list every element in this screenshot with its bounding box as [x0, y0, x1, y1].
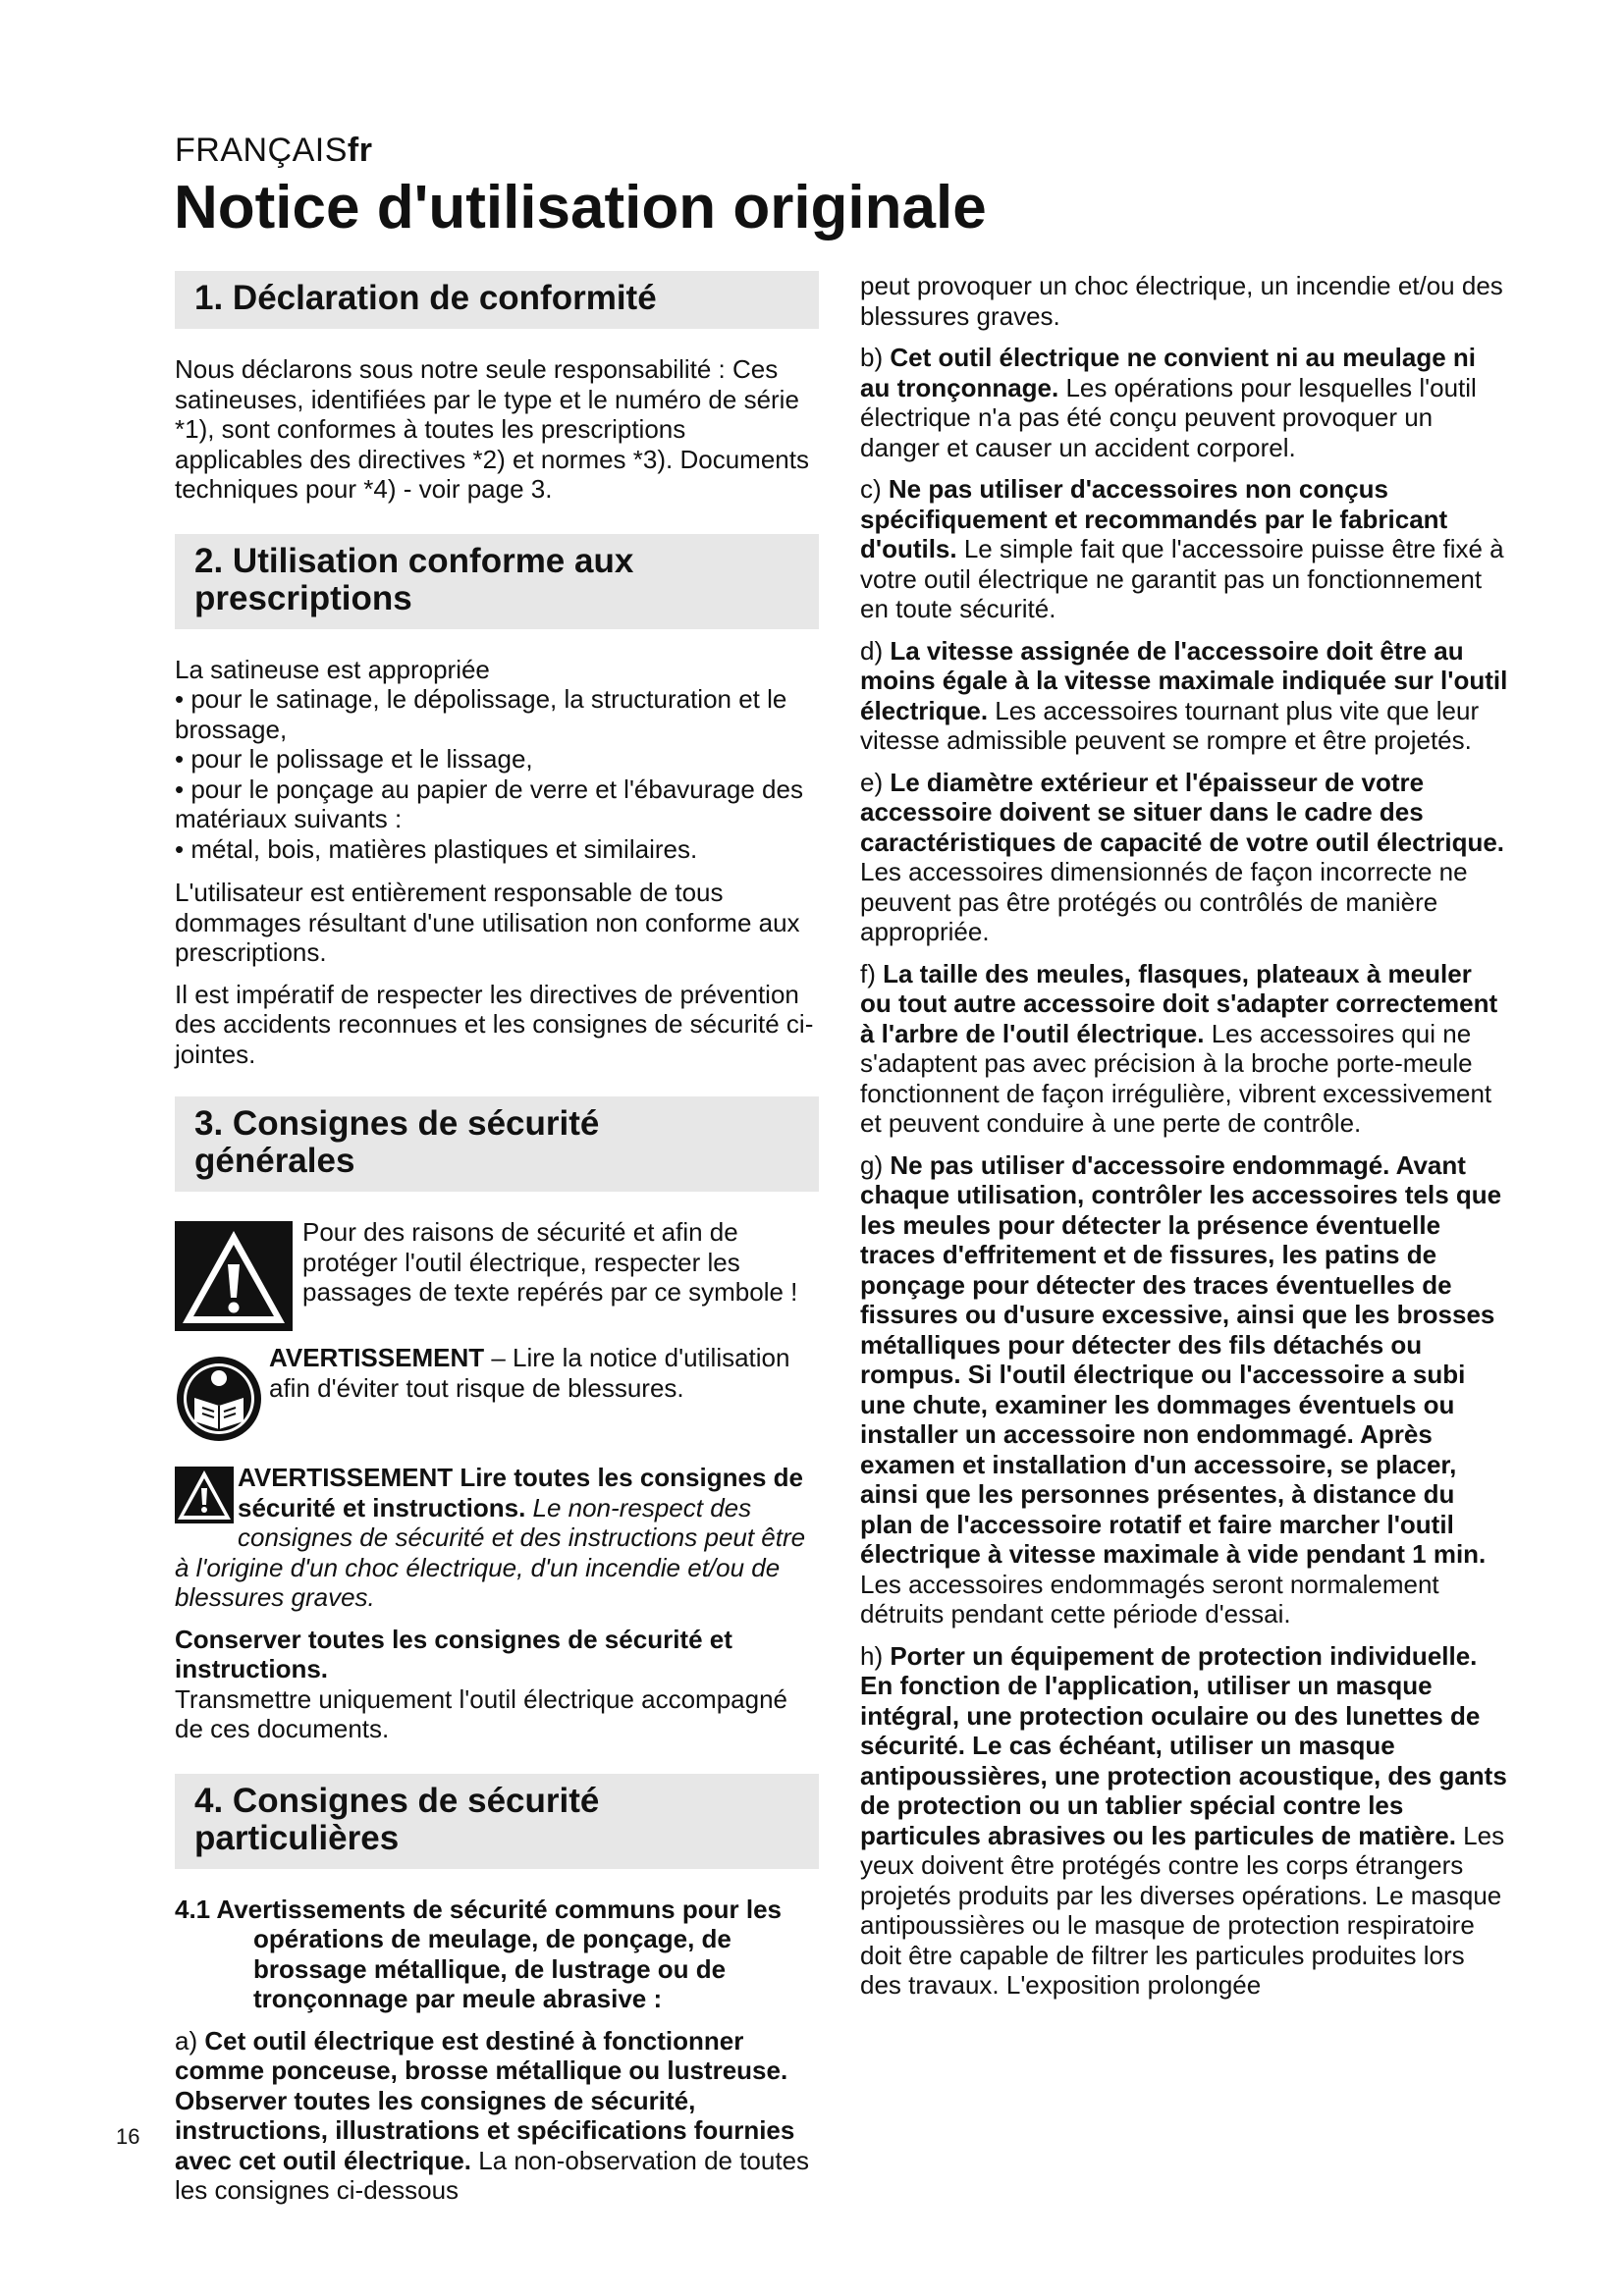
warning-triangle-icon — [175, 1221, 293, 1331]
item-a: a) Cet outil électrique est destiné à fonctionner comme ponceuse, brosse métallique ou lustreuse. Observer toutes les consignes de sécurité, instructions, illustrations et spécifications fournies avec cet outil électrique. La non-observation de toutes les consignes ci-dessous — [175, 2025, 810, 2205]
section-4-heading — [175, 1774, 819, 1869]
read-manual-text: AVERTISSEMENT – Lire la notice d'utilisation afin d'éviter tout risque de blessures. — [269, 1343, 790, 1403]
usage-list — [175, 655, 819, 865]
warning-symbol-text: Pour des raisons de sécurité et afin de protéger l'outil électrique, respecter les passages de texte repérés par ce symbole ! — [302, 1217, 798, 1307]
right-column — [860, 271, 1508, 2012]
usage-bullet-3: • pour le ponçage au papier de verre et l'ébavurage des matériaux suivants : — [175, 774, 803, 833]
item-d: d) La vitesse assignée de l'accessoire doit être au moins égale à la vitesse maximale indiquée sur l'outil électrique. Les accessoires tournant plus vite que leur vitesse admissible peuvent se rompre et être projetés. — [860, 635, 1508, 755]
responsibility-text: L'utilisateur est entièrement responsable de tous dommages résultant d'une utilisation non conforme aux prescriptions. — [175, 878, 800, 967]
read-manual-note — [175, 1343, 819, 1443]
item-e: e) Le diamètre extérieur et l'épaisseur de votre accessoire doivent se situer dans le cadre des caractéristiques de capacité de votre outil électrique. Les accessoires dimensionnés de façon incorrecte ne peuvent pas être protégés ou contrôlés de manière appropriée. — [860, 767, 1505, 946]
language-code: fr — [347, 132, 373, 169]
prevention-text: Il est impératif de respecter les directives de prévention des accidents reconnues et les consignes de sécurité ci-jointes. — [175, 979, 814, 1069]
section-4-title: 4. Consignes de sécurité particulières — [194, 1781, 600, 1857]
section-3-title: 3. Consignes de sécurité générales — [194, 1104, 600, 1180]
page-number: 16 — [116, 2124, 140, 2149]
usage-bullet-2: • pour le polissage et le lissage, — [175, 744, 533, 774]
item-a-continued: peut provoquer un choc électrique, un incendie et/ou des blessures graves. — [860, 271, 1503, 331]
item-c: c) Ne pas utiliser d'accessoires non conçus spécifiquement et recommandés par le fabricant d'outils. Le simple fait que l'accessoire puisse être fixé à votre outil électrique ne garantit pas un fonctionnement en toute sécurité. — [860, 474, 1504, 623]
general-warning: AVERTISSEMENT Lire toutes les consignes de sécurité et instructions. Le non-respect des consignes de sécurité et des instructions peut être à l'origine d'un choc électrique, d'un incendie et/ou de blessures graves. — [175, 1463, 806, 1612]
language-label — [175, 132, 372, 170]
usage-bullet-1: • pour le satinage, le dépolissage, la structuration et le brossage, — [175, 684, 787, 744]
section-2-heading — [175, 534, 819, 629]
read-manual-icon — [175, 1355, 263, 1443]
left-column — [175, 271, 819, 2217]
warning-small-icon — [175, 1467, 234, 1523]
item-h: h) Porter un équipement de protection individuelle. En fonction de l'application, utiliser un masque intégral, une protection oculaire ou des lunettes de sécurité. Le cas échéant, utiliser un masque antipoussières, une protection acoustique, des gants de protection ou un tablier spécial contre les particules abrasives ou les particules de matière. Les yeux doivent être protégés contre les corps étrangers projetés produits par les diverses opérations. Le masque antipoussières ou le masque de protection respiratoire doit être capable de filtrer les particules produites lors des travaux. L'exposition prolongée — [860, 1640, 1507, 2000]
item-b: b) Cet outil électrique ne convient ni au meulage ni au tronçonnage. Les opérations pour lesquelles l'outil électrique n'a pas été conçu peuvent provoquer un danger et causer un accident corporel. — [860, 343, 1477, 462]
section-1-heading — [175, 271, 819, 329]
declaration-text: Nous déclarons sous notre seule responsabilité : Ces satineuses, identifiées par le type et le numéro de série *1), sont conformes à toutes les prescriptions applicables des directives *2) et normes *3). Documents techniques pour *4) - voir page 3. — [175, 354, 809, 504]
subsection-4-1-title: 4.1 Avertissements de sécurité communs pour les opérations de meulage, de ponçage, de brossage métallique, de lustrage ou de tronçonnage par meule abrasive : — [175, 1894, 782, 2013]
keep-instructions: Conserver toutes les consignes de sécurité et instructions. Transmettre uniquement l'outil électrique accompagné de ces documents. — [175, 1624, 787, 1743]
item-g: g) Ne pas utiliser d'accessoire endommagé. Avant chaque utilisation, contrôler les accessoires tels que les meules pour détecter la présence éventuelle traces d'effritement et de fissures, les patins de ponçage pour détecter des traces éventuelles de fissures ou d'usure excessive, ainsi que les brosses métalliques pour détecter des fils détachés ou rompus. Si l'outil électrique ou l'accessoire a subi une chute, examiner les dommages éventuels ou installer un accessoire non endommagé. Après examen et installation d'un accessoire, se placer, ainsi que les personnes présentes, à distance du plan de l'accessoire rotatif et faire marcher l'outil électrique à vitesse maximale à vide pendant 1 min. Les accessoires endommagés seront normalement détruits pendant cette période d'essai. — [860, 1149, 1502, 1629]
document-title: Notice d'utilisation originale — [174, 174, 987, 241]
usage-intro: La satineuse est appropriée — [175, 654, 490, 684]
section-1-title: 1. Déclaration de conformité — [194, 279, 657, 317]
item-f: f) La taille des meules, flasques, plateaux à meuler ou tout autre accessoire doit s'adapter correctement à l'arbre de l'outil électrique. Les accessoires qui ne s'adaptent pas avec précision à la broche porte-meule fonctionnent de façon irrégulière, vibrent excessivement et peuvent conduire à une perte de contrôle. — [860, 958, 1498, 1138]
language-word: FRANÇAIS — [175, 132, 348, 169]
section-2-title: 2. Utilisation conforme aux prescriptions — [194, 541, 634, 617]
warning-symbol-note — [175, 1217, 819, 1331]
usage-bullet-4: • métal, bois, matières plastiques et similaires. — [175, 833, 698, 864]
section-3-heading — [175, 1096, 819, 1192]
